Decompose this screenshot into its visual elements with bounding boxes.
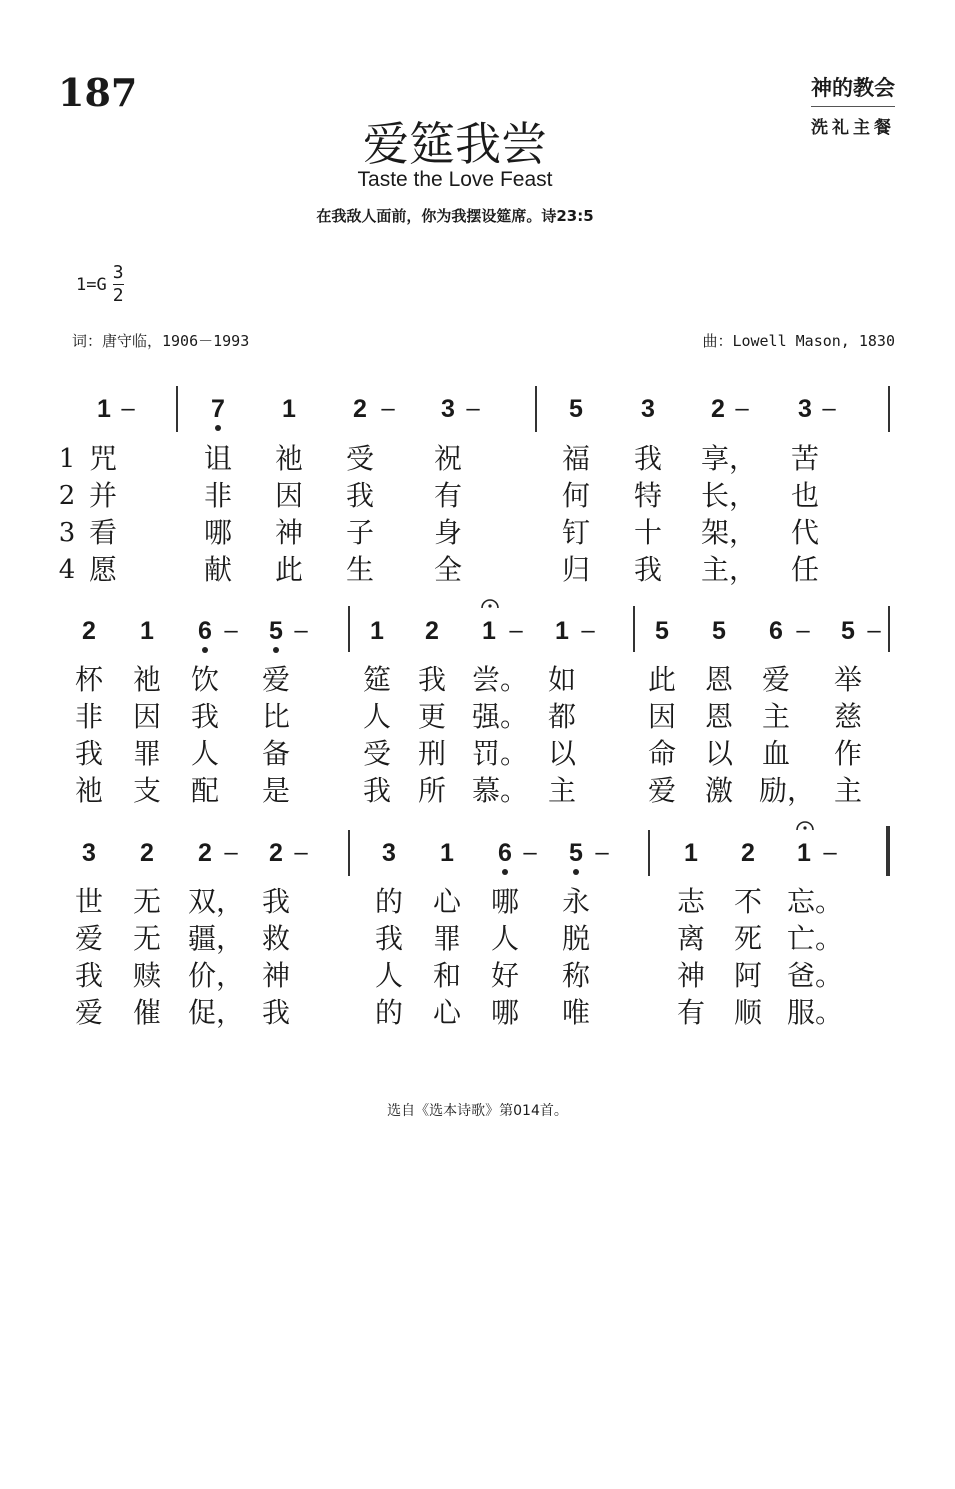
time-numerator: 3: [112, 262, 124, 283]
note-2: 2: [269, 839, 283, 867]
lyric-syllable: 阿: [733, 959, 762, 992]
verse-number: 1: [58, 444, 76, 474]
lyric-syllable: 任: [790, 553, 819, 586]
note-1: 1: [282, 395, 296, 423]
category-sub: 洗礼主餐: [811, 118, 895, 138]
lyric-syllable: 爱: [261, 663, 290, 696]
note-6: 6: [190, 616, 220, 646]
lyric-syllable: 爱: [761, 663, 790, 696]
note-3: 3: [641, 395, 655, 423]
final-barline: [886, 826, 890, 876]
lyric-syllable: 爱: [647, 774, 676, 807]
lyric-syllable: 人: [190, 737, 219, 770]
lyric-syllable: 血: [761, 737, 790, 770]
note-6: 6: [769, 617, 783, 645]
lyric-syllable: 非: [74, 700, 103, 733]
note-1: 1: [797, 839, 811, 867]
lyric-syllable: 人: [374, 959, 403, 992]
lyric-syllable: 苦: [790, 442, 819, 475]
lyric-syllable: 我: [345, 479, 374, 512]
lyric-syllable: 罪: [432, 922, 461, 955]
lyric-syllable: 罪: [132, 737, 161, 770]
barline: [176, 386, 178, 432]
note-dash: –: [822, 395, 836, 422]
lyric-syllable: 哪: [490, 996, 519, 1029]
note-2: 2: [741, 839, 755, 867]
lyric-syllable: 我: [633, 442, 662, 475]
lyric-syllable: 双，: [188, 885, 245, 918]
lyric-syllable: 罚。: [472, 737, 529, 770]
fermata-icon: [795, 816, 815, 828]
note-1: 1: [482, 617, 496, 645]
lyric-syllable: 顺: [733, 996, 762, 1029]
lyric-syllable: 都: [547, 700, 576, 733]
lyric-syllable: 也: [790, 479, 819, 512]
fermata-icon: [480, 594, 500, 606]
lyric-syllable: 祝: [433, 442, 462, 475]
lyric-syllable: 献: [203, 553, 232, 586]
note-1: 1: [684, 839, 698, 867]
lyric-syllable: 比: [261, 700, 290, 733]
note-5: 5: [712, 617, 726, 645]
note-dash: –: [121, 395, 135, 422]
note-2: 2: [353, 395, 367, 423]
lyric-syllable: 激: [704, 774, 733, 807]
lyric-syllable: 心: [432, 885, 461, 918]
hymn-number: 187: [58, 70, 138, 115]
lyric-syllable: 和: [432, 959, 461, 992]
lyric-syllable: 永: [561, 885, 590, 918]
lyric-syllable: 支: [132, 774, 161, 807]
lyric-syllable: 的: [374, 885, 403, 918]
barline: [888, 386, 890, 432]
note-2: 2: [82, 617, 96, 645]
lyric-syllable: 杯: [74, 663, 103, 696]
lyric-syllable: 福: [561, 442, 590, 475]
lyric-syllable: 不: [733, 885, 762, 918]
lyric-syllable: 亡。: [787, 922, 844, 955]
lyric-syllable: 受: [362, 737, 391, 770]
note-3: 3: [382, 839, 396, 867]
note-2: 2: [140, 839, 154, 867]
lyricist-credit: 词：唐守临，1906－1993: [72, 332, 250, 350]
lyric-syllable: 尝。: [472, 663, 529, 696]
note-2: 2: [711, 395, 725, 423]
note-2: 2: [425, 617, 439, 645]
lyric-syllable: 主: [547, 774, 576, 807]
lyric-syllable: 特: [633, 479, 662, 512]
lyric-syllable: 饮: [190, 663, 219, 696]
lyric-syllable: 强。: [472, 700, 529, 733]
lyric-syllable: 主: [833, 774, 862, 807]
lyric-syllable: 备: [261, 737, 290, 770]
lyric-syllable: 人: [362, 700, 391, 733]
time-denominator: 2: [112, 285, 124, 306]
lyric-syllable: 无: [132, 885, 161, 918]
hymn-subtitle: Taste the Love Feast: [357, 168, 553, 191]
lyric-syllable: 归: [561, 553, 590, 586]
lyric-syllable: 唯: [561, 996, 590, 1029]
lyric-syllable: 神: [261, 959, 290, 992]
lyric-syllable: 忘。: [787, 885, 844, 918]
lyric-syllable: 愿: [88, 553, 117, 586]
note-5: 5: [561, 838, 591, 868]
note-2: 2: [198, 839, 212, 867]
lyric-syllable: 以: [547, 737, 576, 770]
lyric-syllable: 受: [345, 442, 374, 475]
lyric-syllable: 架，: [701, 516, 758, 549]
lyric-syllable: 死: [733, 922, 762, 955]
lyric-syllable: 所: [417, 774, 446, 807]
lyric-syllable: 全: [433, 553, 462, 586]
note-dash: –: [796, 617, 810, 644]
lyric-syllable: 我: [261, 996, 290, 1029]
note-1: 1: [140, 617, 154, 645]
lyric-syllable: 有: [676, 996, 705, 1029]
lyric-syllable: 我: [374, 922, 403, 955]
note-1: 1: [440, 839, 454, 867]
verse-number: 3: [58, 518, 76, 548]
lyric-syllable: 因: [647, 700, 676, 733]
lyric-syllable: 主: [761, 700, 790, 733]
lyric-syllable: 配: [190, 774, 219, 807]
composer-credit: 曲：Lowell Mason, 1830: [702, 332, 895, 350]
lyric-syllable: 慕。: [472, 774, 529, 807]
lyric-syllable: 爸。: [787, 959, 844, 992]
source-note: 选自《选本诗歌》第014首。: [387, 1103, 568, 1119]
lyric-syllable: 离: [676, 922, 705, 955]
lyric-syllable: 作: [833, 737, 862, 770]
note-1: 1: [370, 617, 384, 645]
note-dash: –: [509, 617, 523, 644]
lyric-syllable: 赎: [132, 959, 161, 992]
lyric-syllable: 我: [633, 553, 662, 586]
lyric-syllable: 因: [132, 700, 161, 733]
note-5: 5: [569, 395, 583, 423]
lyric-syllable: 疆，: [188, 922, 245, 955]
lyric-syllable: 如: [547, 663, 576, 696]
lyric-syllable: 诅: [203, 442, 232, 475]
lyric-syllable: 服。: [787, 996, 844, 1029]
lyric-syllable: 命: [647, 737, 676, 770]
lyric-syllable: 催: [132, 996, 161, 1029]
lyric-syllable: 此: [647, 663, 676, 696]
note-3: 3: [441, 395, 455, 423]
lyric-syllable: 的: [374, 996, 403, 1029]
note-5: 5: [261, 616, 291, 646]
note-dash: –: [294, 617, 308, 644]
note-5: 5: [841, 617, 855, 645]
lyric-syllable: 我: [74, 737, 103, 770]
octave-dot-below: [202, 647, 208, 653]
lyric-syllable: 长，: [701, 479, 758, 512]
lyric-syllable: 生: [345, 553, 374, 586]
lyric-syllable: 无: [132, 922, 161, 955]
lyric-syllable: 我: [190, 700, 219, 733]
note-3: 3: [82, 839, 96, 867]
lyric-syllable: 以: [704, 737, 733, 770]
lyric-syllable: 十: [633, 516, 662, 549]
scripture-verse: 在我敌人面前，你为我摆设筵席。诗23:5: [316, 207, 594, 225]
lyric-syllable: 恩: [704, 700, 733, 733]
note-dash: –: [224, 617, 238, 644]
lyric-syllable: 子: [345, 516, 374, 549]
lyric-syllable: 钉: [561, 516, 590, 549]
note-dash: –: [823, 839, 837, 866]
lyric-syllable: 人: [490, 922, 519, 955]
note-3: 3: [798, 395, 812, 423]
note-dash: –: [595, 839, 609, 866]
lyric-syllable: 因: [274, 479, 303, 512]
verse-number: 4: [58, 555, 76, 585]
octave-dot-below: [573, 869, 579, 875]
lyric-syllable: 慈: [833, 700, 862, 733]
lyric-syllable: 更: [417, 700, 446, 733]
lyric-syllable: 祂: [132, 663, 161, 696]
lyric-syllable: 主，: [701, 553, 758, 586]
lyric-syllable: 我: [74, 959, 103, 992]
lyric-syllable: 此: [274, 553, 303, 586]
octave-dot-below: [502, 869, 508, 875]
note-dash: –: [381, 395, 395, 422]
lyric-syllable: 志: [676, 885, 705, 918]
octave-dot-below: [215, 425, 221, 431]
note-1: 1: [97, 395, 111, 423]
lyric-syllable: 刑: [417, 737, 446, 770]
lyric-syllable: 我: [417, 663, 446, 696]
time-signature: [113, 262, 124, 307]
lyric-syllable: 有: [433, 479, 462, 512]
lyric-syllable: 哪: [490, 885, 519, 918]
lyric-syllable: 好: [490, 959, 519, 992]
lyric-syllable: 称: [561, 959, 590, 992]
note-dash: –: [867, 617, 881, 644]
lyric-syllable: 神: [676, 959, 705, 992]
note-dash: –: [735, 395, 749, 422]
note-5: 5: [655, 617, 669, 645]
lyric-syllable: 咒: [88, 442, 117, 475]
category-main: 神的教会: [811, 72, 895, 107]
lyric-syllable: 救: [261, 922, 290, 955]
barline: [348, 606, 350, 652]
barline: [348, 830, 350, 876]
key-signature: [76, 262, 124, 307]
note-dash: –: [224, 839, 238, 866]
lyric-syllable: 我: [261, 885, 290, 918]
barline: [535, 386, 537, 432]
lyric-syllable: 筵: [362, 663, 391, 696]
lyric-syllable: 励，: [759, 774, 816, 807]
lyric-syllable: 享，: [701, 442, 758, 475]
key-label: 1=G: [76, 274, 107, 295]
lyric-syllable: 心: [432, 996, 461, 1029]
barline: [648, 830, 650, 876]
lyric-syllable: 脱: [561, 922, 590, 955]
lyric-syllable: 世: [74, 885, 103, 918]
lyric-syllable: 举: [833, 663, 862, 696]
hymn-title: 爱筵我尝: [363, 117, 547, 171]
lyric-syllable: 是: [261, 774, 290, 807]
note-7: 7: [203, 394, 233, 424]
lyric-syllable: 非: [203, 479, 232, 512]
lyric-syllable: 祂: [74, 774, 103, 807]
lyric-syllable: 身: [433, 516, 462, 549]
verse-number: 2: [58, 481, 76, 511]
lyric-syllable: 何: [561, 479, 590, 512]
lyric-syllable: 神: [274, 516, 303, 549]
lyric-syllable: 促，: [188, 996, 245, 1029]
note-dash: –: [523, 839, 537, 866]
note-6: 6: [490, 838, 520, 868]
note-dash: –: [466, 395, 480, 422]
lyric-syllable: 爱: [74, 996, 103, 1029]
barline: [633, 606, 635, 652]
lyric-syllable: 哪: [203, 516, 232, 549]
lyric-syllable: 看: [88, 516, 117, 549]
note-1: 1: [555, 617, 569, 645]
barline: [888, 606, 890, 652]
lyric-syllable: 价，: [188, 959, 245, 992]
note-dash: –: [294, 839, 308, 866]
lyric-syllable: 爱: [74, 922, 103, 955]
lyric-syllable: 恩: [704, 663, 733, 696]
octave-dot-below: [273, 647, 279, 653]
lyric-syllable: 祂: [274, 442, 303, 475]
lyric-syllable: 并: [88, 479, 117, 512]
note-dash: –: [581, 617, 595, 644]
lyric-syllable: 代: [790, 516, 819, 549]
lyric-syllable: 我: [362, 774, 391, 807]
